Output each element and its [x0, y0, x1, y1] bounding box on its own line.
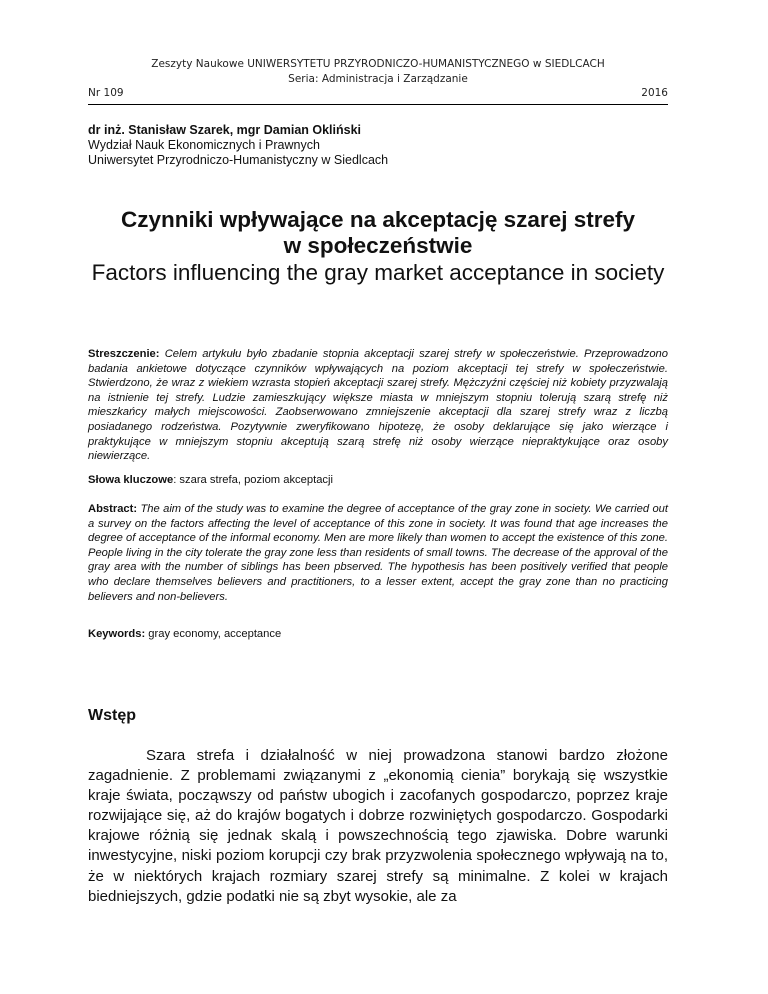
journal-name: Zeszyty Naukowe UNIWERSYTETU PRZYRODNICZO-HUMANISTYCZNEGO w SIEDLCACH — [151, 58, 605, 70]
title-polish-line1: Czynniki wpływające na akceptację szarej strefy — [120, 207, 635, 232]
slowa-kluczowe — [88, 474, 668, 486]
body-paragraph: Szara strefa i działalność w niej prowadzona stanowi bardzo złożone zagadnienie. Z problemami związanymi z „ekonomią cienia” borykają się wszystkie kraje świata, począwszy od państw ubogich i zacofanych gospodarczo, poprzez kraje rozwijające się, aż do krajów bogatych i dobrze rozwiniętych gospodarczo. Gospodarki krajowe różnią się jednak skalą i powszechnością tego zjawiska. Dobre warunki inwestycyjne, niski poziom korupcji czy brak przyzwolenia społecznego wpływają na to, że w niektórych krajach rozmiary szarej strefy są minimalne. Z kolei w krajach biedniejszych, gdzie podatki nie są zbyt wysokie, ale za — [88, 747, 668, 905]
issue-year: 2016 — [641, 87, 668, 99]
streszczenie-label: Streszczenie: — [88, 348, 160, 360]
abstract-text: The aim of the study was to examine the degree of acceptance of the gray zone in society. We carried out a survey on the factors affecting the level of acceptance of this zone in society. It was found that age increases the degree of acceptance of the informal economy. Men are more likely than women to accept the existence of this zone. People living in the city tolerate the gray zone less than residents of small towns. The decrease of the approval of the gray area with the number of siblings has been pbserved. The hypothesis has been positively verified that people who declare themselves believers and practitioners, to a lesser extent, accept the gray zone than no practicing believers and non-believers. — [88, 503, 669, 603]
author-department: Wydział Nauk Ekonomicznych i Prawnych — [88, 138, 320, 152]
streszczenie-text: Celem artykułu było zbadanie stopnia akceptacji szarej strefy w społeczeństwie. Przeprowadzono badania ankietowe dotyczące czynników wpływających na poziom akceptacji tej strefy w społeczeństwie. Stwierdzono, że wraz z wiekiem wzrasta stopień akceptacji szarej strefy. Mężczyźni częściej niż kobiety przyzwalają na istnienie tej strefy. Ludzie zamieszkujący większe miasta w mniejszym stopniu tolerują szarą strefę niż mieszkańcy małych miejscowości. Zaobserwowano zmniejszenie akceptacji dla szarej strefy wraz z liczbą posiadanego rodzeństwa. Pozytywnie zweryfikowano hipotezę, że osoby deklarujące się jako wierzące i praktykujące w mniejszym stopniu akceptują szarą strefę niż osoby wierzące niepraktykujące oraz osoby niewierzące. — [88, 348, 668, 463]
author-university: Uniwersytet Przyrodniczo-Humanistyczny w Siedlcach — [88, 153, 389, 167]
keywords-label: Keywords: — [88, 628, 146, 640]
title-block — [88, 207, 668, 286]
streszczenie — [88, 347, 668, 464]
slowa-kluczowe-text: : szara strefa, poziom akceptacji — [173, 474, 333, 486]
journal-header — [88, 57, 668, 87]
section-heading: Wstęp — [88, 707, 136, 724]
journal-series: Seria: Administracja i Zarządzanie — [288, 73, 468, 85]
title-polish-line2: w społeczeństwie — [283, 233, 473, 258]
abstract — [88, 502, 668, 604]
issue-number: Nr 109 — [88, 87, 124, 99]
slowa-kluczowe-label: Słowa kluczowe — [88, 474, 174, 486]
author-names: dr inż. Stanisław Szarek, mgr Damian Okliński — [88, 123, 362, 137]
title-english: Factors influencing the gray market acceptance in society — [91, 260, 665, 285]
keywords — [88, 628, 668, 640]
abstract-label: Abstract: — [88, 503, 138, 515]
keywords-text: gray economy, acceptance — [145, 628, 282, 640]
issue-row — [88, 87, 668, 99]
header-rule — [88, 104, 668, 105]
author-block — [88, 123, 388, 168]
